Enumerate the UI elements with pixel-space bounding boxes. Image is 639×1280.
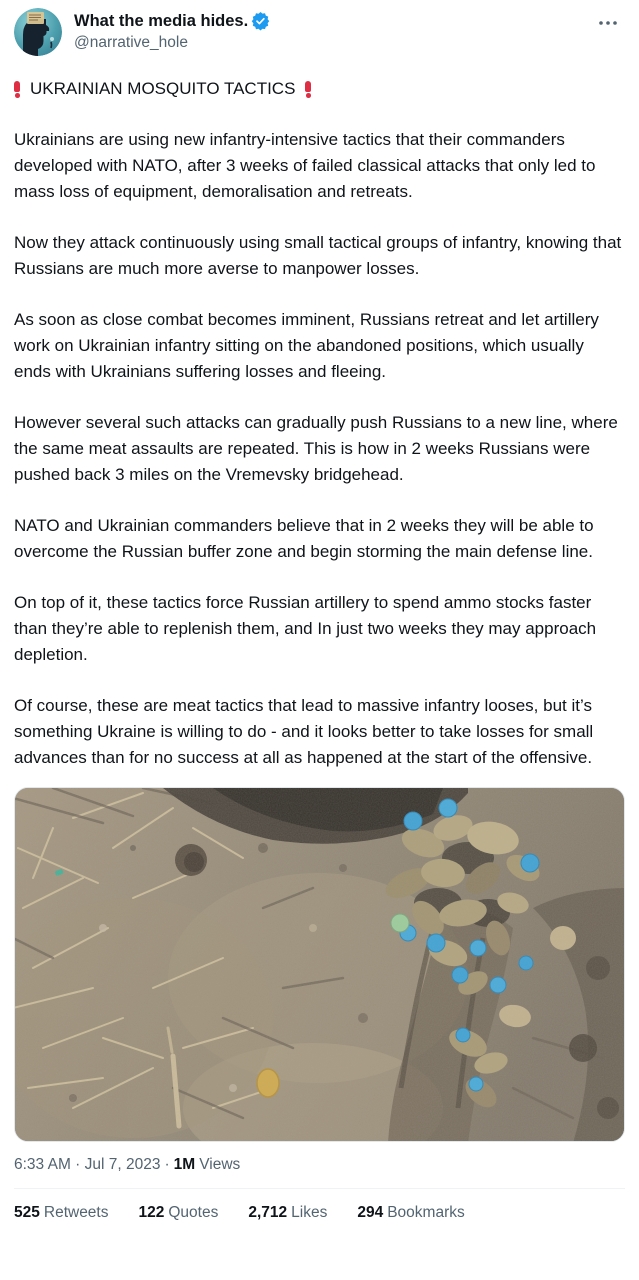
name-row: [74, 11, 270, 32]
stat-label: Likes: [291, 1204, 328, 1221]
timestamp-datetime: 6:33 AM · Jul 7, 2023: [14, 1156, 161, 1173]
grain-overlay: [15, 788, 625, 1142]
stat-quotes[interactable]: [139, 1203, 219, 1223]
tweet-paragraph: Now they attack continuously using small tactical groups of infantry, knowing that Russians are much more averse to manpower losses.: [14, 233, 622, 278]
tweet-paragraph: NATO and Ukrainian commanders believe that in 2 weeks they will be able to overcome the Russian buffer zone and begin storming the main defense line.: [14, 516, 594, 561]
timestamp[interactable]: [14, 1154, 625, 1175]
tweet-media-photo[interactable]: [14, 787, 625, 1142]
tweet-paragraph: Of course, these are meat tactics that lead to massive infantry looses, but it’s something Ukraine is willing to do - and it looks better to take losses for small advances than for no success at all as happened at the start of the offensive.: [14, 696, 594, 767]
tweet-paragraph: However several such attacks can gradually push Russians to a new line, where the same meat assaults are repeated. This is how in 2 weeks Russians were pushed back 3 miles on the Vremevsky bridgehead.: [14, 413, 618, 484]
stat-count: 525: [14, 1204, 40, 1221]
views-count: 1M: [173, 1156, 196, 1173]
stat-label: Quotes: [168, 1204, 219, 1221]
tweet-paragraph: Ukrainians are using new infantry-intensive tactics that their commanders developed with NATO, after 3 weeks of failed classical attacks that only led to mass loss of equipment, demoralisation and retreats.: [14, 130, 596, 201]
stat-count: 294: [357, 1204, 384, 1221]
tweet-headline: [14, 76, 625, 102]
verified-badge-icon: [251, 12, 270, 31]
stat-likes[interactable]: [248, 1203, 327, 1223]
stat-count: 2,712: [248, 1204, 288, 1221]
stat-retweets[interactable]: [14, 1203, 109, 1223]
stat-count: 122: [138, 1204, 165, 1221]
heavy-exclamation-emoji: [305, 81, 311, 98]
tweet-body: [14, 127, 625, 771]
views-label: Views: [199, 1156, 241, 1173]
tweet-paragraph: As soon as close combat becomes imminent, Russians retreat and let artillery work on Ukrainian infantry sitting on the abandoned positions, which usually ends with Ukrainians suffering losses and fleeing.: [14, 310, 599, 381]
ellipsis-icon: [597, 14, 619, 32]
stat-label: Retweets: [43, 1204, 109, 1221]
avatar[interactable]: [14, 8, 62, 56]
drone-photo-illustration: [15, 788, 625, 1142]
stat-bookmarks[interactable]: [357, 1203, 464, 1223]
timestamp-separator: ·: [164, 1156, 170, 1173]
tweet-headline-text: UKRAINIAN MOSQUITO TACTICS: [30, 79, 296, 98]
avatar-image: [14, 8, 62, 56]
engagement-stats: [14, 1189, 625, 1223]
tweet-header: [14, 0, 625, 56]
display-name[interactable]: What the media hides.: [74, 12, 249, 30]
user-handle[interactable]: @narrative_hole: [74, 34, 188, 51]
heavy-exclamation-emoji: [14, 81, 20, 98]
stat-label: Bookmarks: [387, 1204, 465, 1221]
identity: [74, 8, 270, 56]
more-options-button[interactable]: [593, 10, 623, 41]
tweet-paragraph: On top of it, these tactics force Russian artillery to spend ammo stocks faster than they’re able to replenish them, and In just two weeks they may approach depletion.: [14, 593, 597, 664]
